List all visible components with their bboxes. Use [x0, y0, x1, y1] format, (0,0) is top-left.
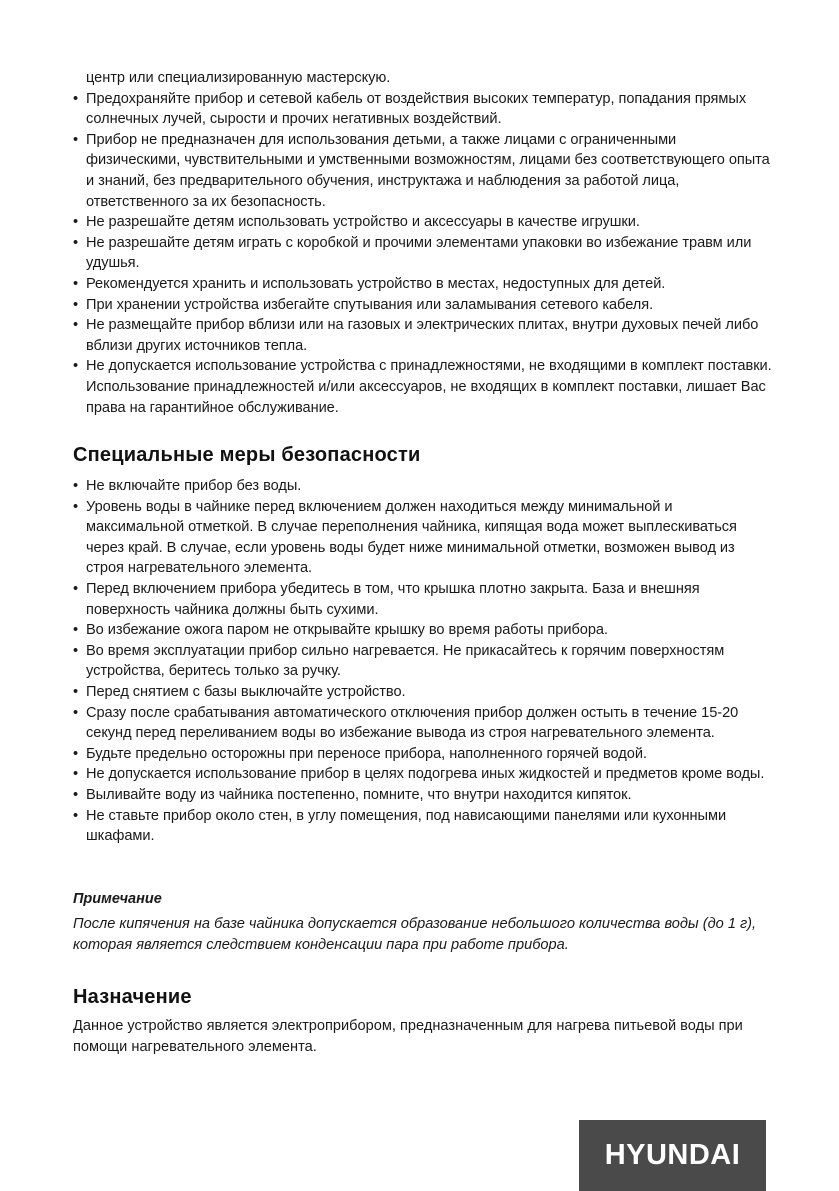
list-item: • При хранении устройства избегайте спутывания или заламывания сетевого кабеля. [73, 295, 773, 316]
list-item: • Не ставьте прибор около стен, в углу помещения, под нависающими панелями или кухонными шкафами. [73, 806, 773, 847]
list-item: • Сразу после срабатывания автоматического отключения прибор должен остыть в течение 15-20 секунд перед переливанием воды во избежание вывода из строя нагревательного элемента. [73, 703, 773, 744]
list-item: • Предохраняйте прибор и сетевой кабель от воздействия высоких температур, попадания прямых солнечных лучей, сырости и прочих негативных воздействий. [73, 89, 773, 130]
note-text: После кипячения на базе чайника допускается образование небольшого количества воды (до 1 г), которая является следствием конденсации пара при работе прибора. [73, 916, 757, 953]
purpose-text: Данное устройство является электроприбором, предназначенным для нагрева питьевой воды при помощи нагревательного элемента. [73, 1018, 743, 1055]
hyundai-logo [579, 1120, 766, 1191]
general-safety-section [73, 68, 773, 418]
special-safety-heading: Специальные меры безопасности [73, 444, 421, 466]
list-item: • Выливайте воду из чайника постепенно, помните, что внутри находится кипяток. [73, 785, 773, 806]
list-item: • Не разрешайте детям использовать устройство и аксессуары в качестве игрушки. [73, 212, 773, 233]
list-item: • Прибор не предназначен для использования детьми, а также лицами с ограниченными физическими, чувствительными и умственными возможностям, лицами без соответствующего опыта и знаний, без предварительного обучения, инструктажа и наблюдения за работой лица, ответственного за их безопасность. [73, 130, 773, 212]
purpose-heading: Назначение [73, 986, 192, 1008]
list-item: • Во время эксплуатации прибор сильно нагревается. Не прикасайтесь к горячим поверхностям устройства, беритесь только за ручку. [73, 641, 773, 682]
list-item: • Уровень воды в чайнике перед включением должен находиться между минимальной и максимальной отметкой. В случае переполнения чайника, кипящая вода может выплескиваться через край. В случае, если уровень воды будет ниже минимальной отметки, возможен вывод из строя нагревательного элемента. [73, 497, 773, 579]
general-safety-list [73, 68, 773, 418]
list-item: • Будьте предельно осторожны при переносе прибора, наполненного горячей водой. [73, 744, 773, 765]
list-item: • Не допускается использование прибор в целях подогрева иных жидкостей и предметов кроме воды. [73, 764, 773, 785]
list-item: • Перед включением прибора убедитесь в том, что крышка плотно закрыта. База и внешняя поверхность чайника должны быть сухими. [73, 579, 773, 620]
list-item: • Не разрешайте детям играть с коробкой и прочими элементами упаковки во избежание травм или удушья. [73, 233, 773, 274]
brand-name: HYUNDAI [604, 1139, 741, 1171]
list-item: • Не включайте прибор без воды. [73, 476, 773, 497]
special-safety-list [73, 476, 773, 847]
note-title: Примечание [73, 891, 162, 907]
special-safety-section [73, 476, 773, 847]
list-item: • Не допускается использование устройства с принадлежностями, не входящими в комплект поставки. Использование принадлежностей и/или аксессуаров, не входящих в комплект поставки, лишает Вас права на гарантийное обслуживание. [73, 356, 773, 418]
list-item: • Не размещайте прибор вблизи или на газовых и электрических плитах, внутри духовых печей либо вблизи других источников тепла. [73, 315, 773, 356]
list-item: • Перед снятием с базы выключайте устройство. [73, 682, 773, 703]
list-item: • Рекомендуется хранить и использовать устройство в местах, недоступных для детей. [73, 274, 773, 295]
list-item: центр или специализированную мастерскую. [86, 70, 391, 86]
list-item: • Во избежание ожога паром не открывайте крышку во время работы прибора. [73, 620, 773, 641]
